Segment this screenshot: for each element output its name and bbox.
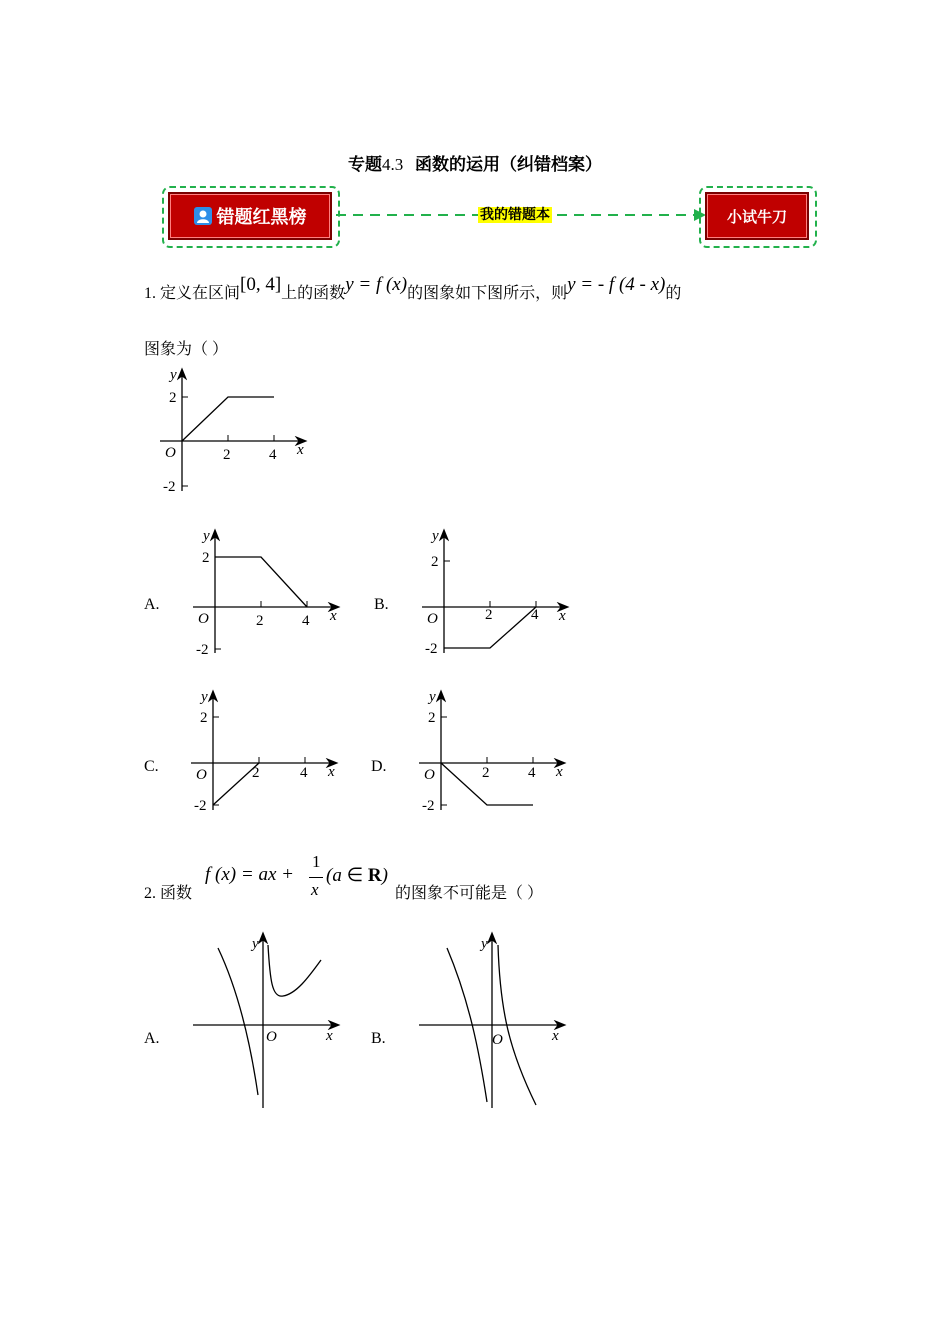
- x-label: x: [552, 1028, 559, 1044]
- q1-option-a-label[interactable]: A.: [144, 596, 160, 613]
- q1-text-d: 的: [665, 285, 682, 302]
- tick-x4: 4: [269, 447, 277, 463]
- frac-numerator: 1: [312, 852, 321, 871]
- tick-x4: 4: [531, 607, 539, 623]
- q1-line2: 图象为（ ）: [144, 341, 229, 358]
- tick-y2: 2: [169, 390, 177, 406]
- origin-label: O: [165, 445, 176, 461]
- q1-option-a-graph[interactable]: [188, 527, 348, 657]
- practice-label: 小试牛刀: [726, 207, 787, 226]
- tick-ym2: -2: [196, 642, 209, 657]
- tick-ym2: -2: [194, 798, 207, 814]
- q1-option-d-graph[interactable]: [414, 688, 574, 818]
- q1-option-c-graph[interactable]: [186, 688, 346, 818]
- wrong-ranking-button[interactable]: [168, 192, 332, 240]
- title-number: 4.3: [381, 155, 404, 174]
- nav-right-box: [699, 186, 817, 248]
- origin-label: O: [492, 1032, 503, 1048]
- tick-y2: 2: [200, 710, 208, 726]
- q2-text-a: 函数: [160, 885, 193, 902]
- tick-ym2: -2: [422, 798, 435, 814]
- x-label: x: [556, 764, 563, 780]
- tick-ym2: -2: [163, 479, 176, 495]
- q1-line1: [144, 274, 682, 304]
- q1-interval: [0, 4]: [240, 274, 282, 295]
- x-label: x: [330, 608, 337, 624]
- tick-x2: 2: [256, 613, 264, 629]
- q1-number: 1.: [144, 285, 156, 302]
- graph-line: [182, 397, 274, 441]
- y-label: y: [481, 936, 488, 952]
- tick-y2: 2: [428, 710, 436, 726]
- q1-main-graph: [155, 366, 315, 496]
- q2-option-b-graph[interactable]: [414, 930, 574, 1110]
- practice-button[interactable]: [705, 192, 809, 240]
- tick-x2: 2: [485, 607, 493, 623]
- y-label: y: [203, 528, 210, 544]
- title-prefix: 专题: [347, 155, 382, 175]
- x-label: x: [328, 764, 335, 780]
- nav-left-box: [162, 186, 340, 248]
- q1-func2: y = - f (4 - x): [567, 274, 666, 295]
- x-label: x: [297, 442, 304, 458]
- wrong-ranking-label: 错题红黑榜: [216, 207, 307, 228]
- title-text: 函数的运用（纠错档案）: [415, 155, 603, 175]
- tick-y2: 2: [431, 554, 439, 570]
- tick-x4: 4: [300, 765, 308, 781]
- q1-text-c: 的图象如下图所示，则: [407, 285, 568, 302]
- q1-func: y = f (x): [345, 274, 408, 295]
- y-label: y: [201, 689, 208, 705]
- tick-x4: 4: [302, 613, 310, 629]
- tick-x4: 4: [528, 765, 536, 781]
- x-label: x: [326, 1028, 333, 1044]
- q1-text-b: 上的函数: [281, 285, 346, 302]
- tick-y2: 2: [202, 550, 210, 566]
- x-label: x: [559, 608, 566, 624]
- q1-option-d-label[interactable]: D.: [371, 758, 387, 775]
- page-title: [0, 150, 950, 175]
- q2-text-b: 的图象不可能是（ ）: [395, 885, 544, 902]
- q2-option-a-label[interactable]: A.: [144, 1030, 160, 1047]
- origin-label: O: [198, 611, 209, 627]
- tick-x2: 2: [482, 765, 490, 781]
- y-label: y: [429, 689, 436, 705]
- q1-text-a: 定义在区间: [160, 285, 241, 302]
- q2-option-a-graph[interactable]: [188, 930, 348, 1110]
- tick-x2: 2: [252, 765, 260, 781]
- y-label: y: [432, 528, 439, 544]
- my-wrong-book-label: 我的错题本: [480, 207, 550, 223]
- q1-option-c-label[interactable]: C.: [144, 758, 159, 775]
- origin-label: O: [427, 611, 438, 627]
- y-label: y: [252, 936, 259, 952]
- y-label: y: [170, 367, 177, 383]
- user-icon: [194, 207, 212, 225]
- origin-label: O: [266, 1029, 277, 1045]
- q1-option-b-graph[interactable]: [417, 527, 577, 657]
- q2-number: 2.: [144, 885, 156, 902]
- q2-option-b-label[interactable]: B.: [371, 1030, 386, 1047]
- q2-line1: [144, 880, 192, 903]
- q1-option-b-label[interactable]: B.: [374, 596, 389, 613]
- tick-x2: 2: [223, 447, 231, 463]
- tick-ym2: -2: [425, 641, 438, 657]
- frac-denominator: x: [311, 880, 319, 899]
- q2-formula: f (x) = ax + 1 x (a ∈ R): [205, 852, 388, 899]
- origin-label: O: [424, 767, 435, 783]
- origin-label: O: [196, 767, 207, 783]
